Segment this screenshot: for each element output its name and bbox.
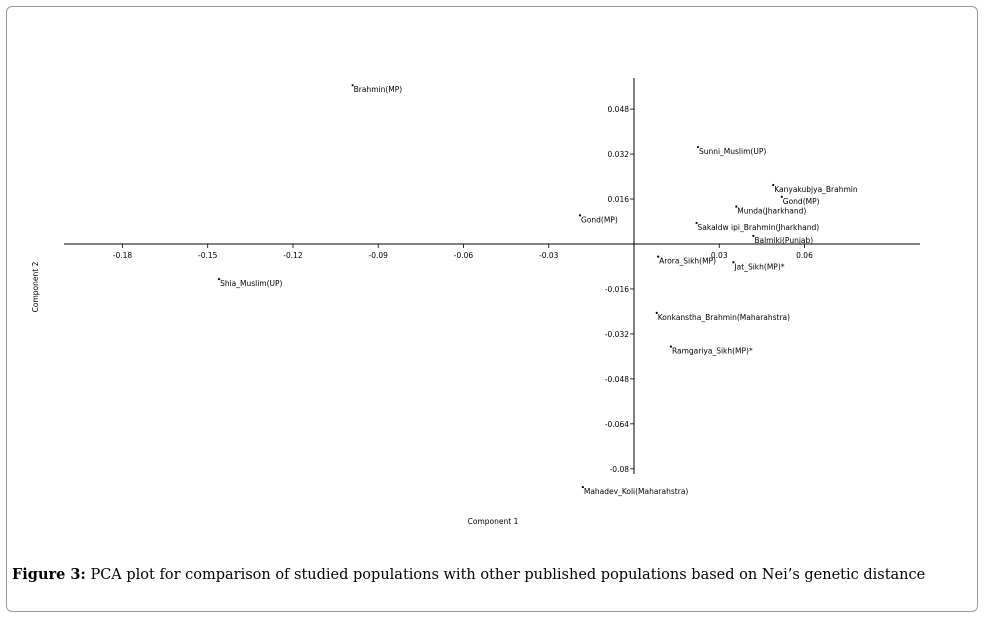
data-point-label: Sunni_Muslim(UP) bbox=[698, 147, 767, 157]
y-tick-label: -0.032 bbox=[604, 329, 629, 339]
y-tick-label: 0.016 bbox=[607, 195, 629, 205]
y-tick-label: -0.064 bbox=[604, 419, 629, 429]
data-point-label: Kanyakubjya_Brahmin bbox=[774, 184, 858, 194]
y-tick-label: 0.032 bbox=[607, 150, 629, 160]
caption-text: PCA plot for comparison of studied populations with other published populations based on Nei’s genetic distance bbox=[85, 567, 926, 583]
x-tick-label: -0.18 bbox=[112, 251, 133, 260]
figure-label: Figure 3: bbox=[12, 566, 86, 583]
x-axis-title: Component 1 bbox=[467, 517, 519, 526]
x-tick-label: -0.06 bbox=[453, 251, 474, 260]
x-tick-label: -0.15 bbox=[197, 251, 218, 260]
x-tick-label: -0.12 bbox=[283, 251, 303, 260]
data-points bbox=[218, 84, 858, 496]
x-tick-label: -0.09 bbox=[368, 251, 388, 260]
figure-caption bbox=[12, 566, 972, 583]
data-point-label: Munda(Jharkhand) bbox=[737, 206, 807, 216]
data-point-label: Arora_Sikh(MP) bbox=[659, 256, 717, 266]
y-tick-labels bbox=[605, 105, 634, 474]
y-tick-label: -0.016 bbox=[604, 284, 629, 294]
data-point-label: Sakaldw ipi_Brahmin(Jharkhand) bbox=[697, 222, 820, 232]
y-tick-label: -0.08 bbox=[609, 464, 629, 474]
data-point-label: Jat_Sikh(MP)* bbox=[734, 262, 785, 272]
x-tick-label: 0.06 bbox=[796, 251, 813, 260]
data-point-label: Gond(MP) bbox=[581, 215, 618, 225]
data-point-label: Ramgariya_Sikh(MP)* bbox=[671, 346, 753, 356]
data-point-label: Shia_Muslim(UP) bbox=[220, 279, 283, 289]
x-tick-label: -0.03 bbox=[539, 251, 559, 260]
data-point-label: Balmiki(Punjab) bbox=[754, 235, 814, 245]
data-point-label: Mahadev_Koli(Maharahstra) bbox=[583, 487, 689, 497]
data-point-label: Brahmin(MP) bbox=[353, 85, 403, 95]
axes bbox=[64, 78, 920, 474]
y-axis-title: Component 2 bbox=[31, 261, 40, 313]
data-point-label: Gond(MP) bbox=[782, 196, 820, 206]
data-point-label: Konkanstha_Brahmin(Maharahstra) bbox=[657, 312, 791, 322]
y-tick-label: -0.048 bbox=[604, 374, 629, 384]
x-tick-label: 0.03 bbox=[710, 251, 728, 260]
y-tick-label: 0.048 bbox=[607, 105, 629, 115]
